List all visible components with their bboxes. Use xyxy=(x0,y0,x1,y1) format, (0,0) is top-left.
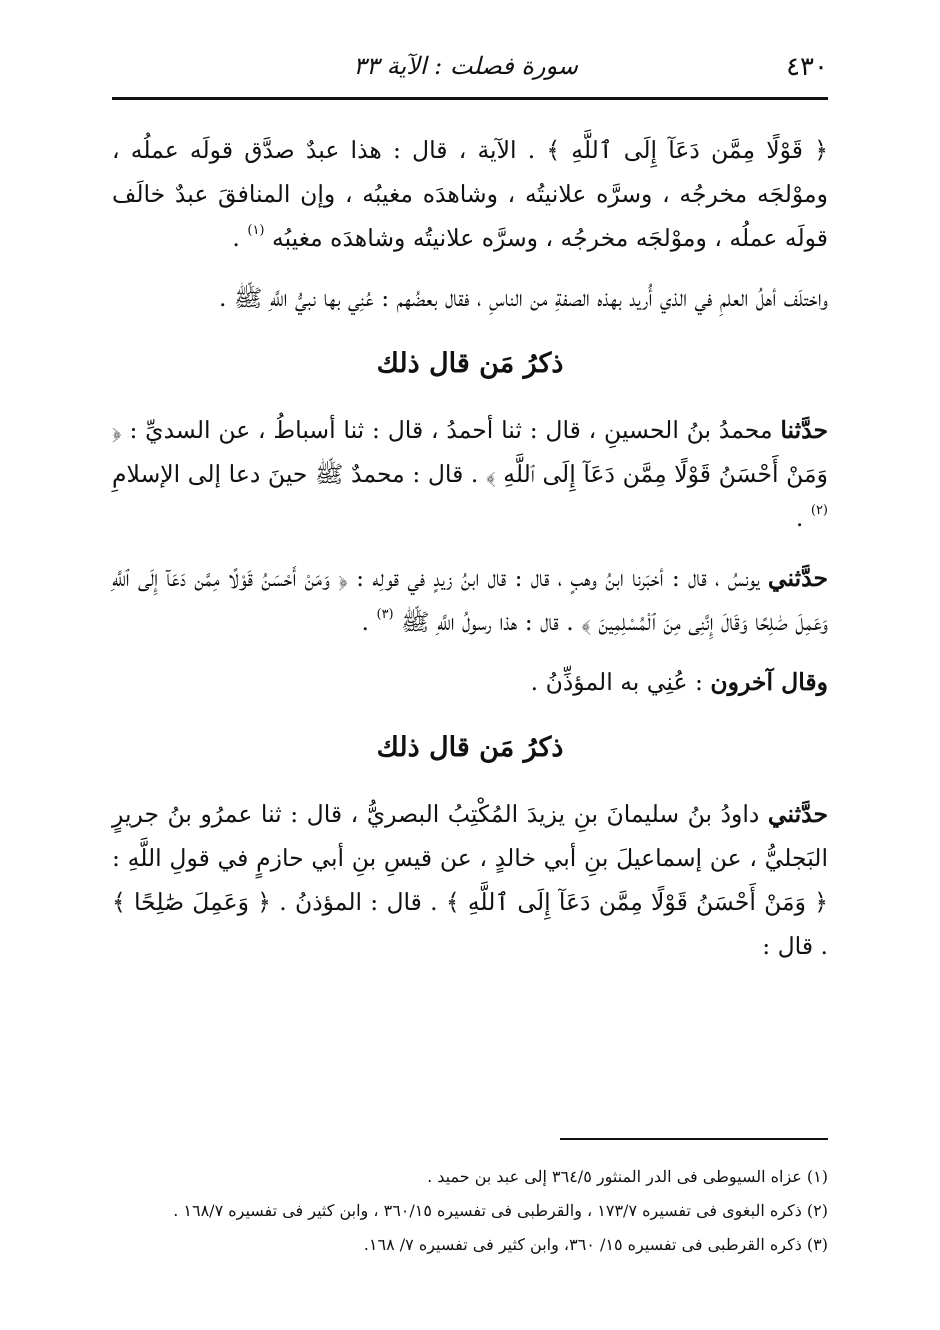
narration-lead: حدَّثني xyxy=(767,564,828,592)
main-text xyxy=(112,128,828,984)
paragraph xyxy=(112,660,828,704)
footnote: (١) عزاه السيوطى فى الدر المنثور ٣٦٤/٥ إلى عبد بن حميد . xyxy=(427,1167,828,1186)
footnote-ref: (١) xyxy=(247,223,265,238)
section-title: ذكرُ مَن قال ذلك xyxy=(376,732,564,763)
paragraph-text: واختلَف أهلُ العلمِ في الذي أُريد بهذه الصفةِ من الناسِ ، فقال بعضُهم : عُنِي بها نبيُّ اللَّهِ ﷺ . xyxy=(219,284,828,312)
header-rule xyxy=(112,97,828,100)
paragraph xyxy=(112,792,828,968)
quran-quote: ﴿ وَمَنْ أَحْسَنُ قَوْلًا مِمَّن دَعَآ إِلَى ٱللَّهِ وَعَمِلَ صَٰلِحًا وَقَالَ إِنَّنِى مِنَ ٱلْمُسْلِمِينَ ﴾ xyxy=(112,564,828,636)
paragraph-text: محمدُ بنُ الحسينِ ، قال : ثنا أحمدُ ، قال : ثنا أسباطُ ، عن السديِّ : xyxy=(121,416,781,444)
paragraph-text: . قال : المؤذنُ . xyxy=(271,888,446,916)
paragraph-text: يونسُ ، قال : أخبَرنا ابنُ وهبٍ ، قال : قال ابنُ زيدٍ في قولِه : xyxy=(347,564,768,592)
quran-quote: ﴿ وَعَمِلَ صَٰلِحًا ﴾ xyxy=(112,888,272,916)
page-number: ٤٣٠ xyxy=(786,52,828,82)
paragraph-text: . قال : هذا رسولُ اللَّهِ ﷺ xyxy=(401,608,582,636)
paragraph xyxy=(112,556,828,644)
paragraph-end: . xyxy=(232,224,248,252)
paragraph-end: . xyxy=(361,608,377,636)
footnote-ref: (٣) xyxy=(376,607,394,622)
narration-lead: حدَّثنا xyxy=(780,416,828,444)
running-title: سورة فصلت : الآية ٣٣ xyxy=(353,52,578,80)
paragraph xyxy=(112,276,828,320)
paragraph-text: . قال : محمدٌ ﷺ حينَ دعا إلى الإسلامِ xyxy=(112,460,486,488)
paragraph-text: : عُنِي به المؤذِّنُ . xyxy=(530,668,711,696)
paragraph-text: . قال : xyxy=(762,932,828,960)
footnote-rule xyxy=(560,1138,828,1140)
paragraph-end: . xyxy=(795,504,811,532)
quran-quote: ﴿ قَوْلًا مِمَّن دَعَآ إِلَى ٱللَّهِ ﴾ xyxy=(546,136,828,164)
narration-lead: وقال آخرون xyxy=(710,668,828,696)
page-header xyxy=(112,40,828,100)
quran-quote: ﴿ وَمَنْ أَحْسَنُ قَوْلًا مِمَّن دَعَآ إِلَى ٱللَّهِ ﴾ xyxy=(445,888,828,916)
paragraph xyxy=(112,408,828,540)
footnote: (٢) ذكره البغوى فى تفسيره ١٧٣/٧ ، والقرطبى فى تفسيره ٣٦٠/١٥ ، وابن كثير فى تفسيره ١٦٨/٧ . xyxy=(173,1201,828,1220)
footnote-ref: (٢) xyxy=(810,503,828,518)
paragraph-text: داودُ بنُ سليمانَ بنِ يزيدَ المُكْتِبُ البصريُّ ، قال : ثنا عمرُو بنُ جريرٍ البَجليُّ ، عن إسماعيلَ بنِ أبي خالدٍ ، عن قيسِ بنِ أبي حازمٍ في قولِ اللَّهِ : xyxy=(112,800,828,872)
paragraph-text: . الآية ، قال : هذا عبدٌ صدَّق قولَه عملُه ، وموْلجَه مخرجُه ، وسرَّه علانيتُه ، وشاهدَه مغيبُه ، وإن المنافقَ عبدٌ خالَف قولَه عملُه ، وموْلجَه مخرجُه ، وسرَّه علانيتُه وشاهدَه مغيبُه xyxy=(112,136,828,252)
quran-quote: ﴿ وَمَنْ أَحْسَنُ قَوْلًا مِمَّن دَعَآ إِلَى ٱللَّهِ ﴾ xyxy=(112,416,828,488)
footnote: (٣) ذكره القرطبى فى تفسيره ١٥/ ٣٦٠، وابن كثير فى تفسيره ٧/ ١٦٨. xyxy=(363,1235,828,1254)
section-title: ذكرُ مَن قال ذلك xyxy=(376,348,564,379)
narration-lead: حدَّثني xyxy=(767,800,828,828)
paragraph xyxy=(112,128,828,260)
footnotes xyxy=(112,1160,828,1262)
